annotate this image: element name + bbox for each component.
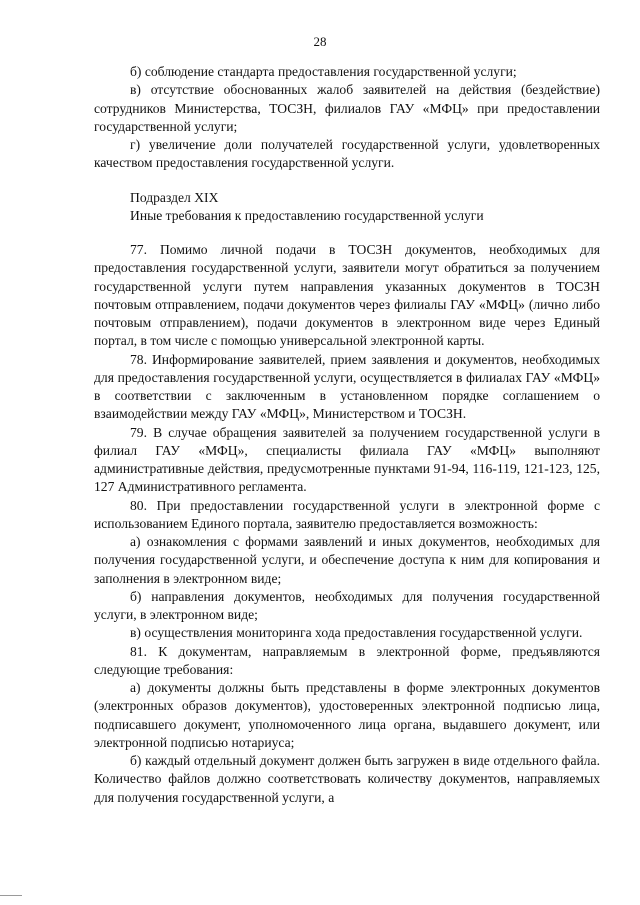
section-subtitle: Подраздел XIX [130,189,219,205]
paragraph-80-a: а) ознакомления с формами заявлений и иных документов, необходимых для получения государственной услуги, и обеспечение доступа к ним для копирования и заполнения в электронном виде; [94,534,600,586]
section-title: Иные требования к предоставлению государственной услуги [130,207,484,223]
paragraph-81-a: а) документы должны быть представлены в форме электронных документов (электронных образов документов), удостоверенных электронной подписью лица, подписавшего документ, уполномоченного лица органа, выдавшего документ, или электронной подписью нотариуса; [94,680,600,750]
paragraph-81: 81. К документам, направляемым в электронной форме, предъявляются следующие требования: [94,643,600,677]
paragraph-78: 78. Информирование заявителей, прием заявления и документов, необходимых для предоставления государственной услуги, осуществляется в филиалах ГАУ «МФЦ» в соответствии с заключенным в установленном порядке соглашением о взаимодействии между ГАУ «МФЦ», Министерством и ТОСЗН. [94,351,600,422]
section-heading [94,189,600,226]
paragraph-77: 77. Помимо личной подачи в ТОСЗН документов, необходимых для предоставления государственной услуги, заявители могут обратиться за получением государственной услуги путем направления указанных документов в ТОСЗН почтовым отправлением, подачи документов через филиалы ГАУ «МФЦ» (лично либо почтовым отправлением), подачи документов в электронном виде через Единый портал, в том числе с помощью универсальной электронной карты. [94,242,600,349]
paragraph-criterion-v: в) отсутствие обоснованных жалоб заявителей на действия (бездействие) сотрудников Министерства, ТОСЗН, филиалов ГАУ «МФЦ» при предоставлении государственной услуги; [94,82,600,134]
scan-edge-mark [0,895,22,896]
page-number: 28 [313,34,327,49]
paragraph-81-b: б) каждый отдельный документ должен быть загружен в виде отдельного файла. Количество файлов должно соответствовать количеству документов, направляемых для получения государственной услуги, а [94,753,600,805]
document-body [94,63,600,807]
paragraph-criterion-b: б) соблюдение стандарта предоставления государственной услуги; [130,64,517,79]
paragraph-80: 80. При предоставлении государственной услуги в электронной форме с использованием Единого портала, заявителю предоставляется возможность: [94,497,600,531]
paragraph-criterion-g: г) увеличение доли получателей государственной услуги, удовлетворенных качеством предоставления государственной услуги. [94,137,600,171]
paragraph-79: 79. В случае обращения заявителей за получением государственной услуги в филиал ГАУ «МФЦ», специалисты филиала ГАУ «МФЦ» выполняют административные действия, предусмотренные пунктами 91-94, 116-119, 121-123, 125, 127 Административного регламента. [94,424,600,495]
paragraph-80-b: б) направления документов, необходимых для получения государственной услуги, в электронном виде; [94,588,600,622]
paragraph-80-v: в) осуществления мониторинга хода предоставления государственной услуги. [130,625,583,641]
